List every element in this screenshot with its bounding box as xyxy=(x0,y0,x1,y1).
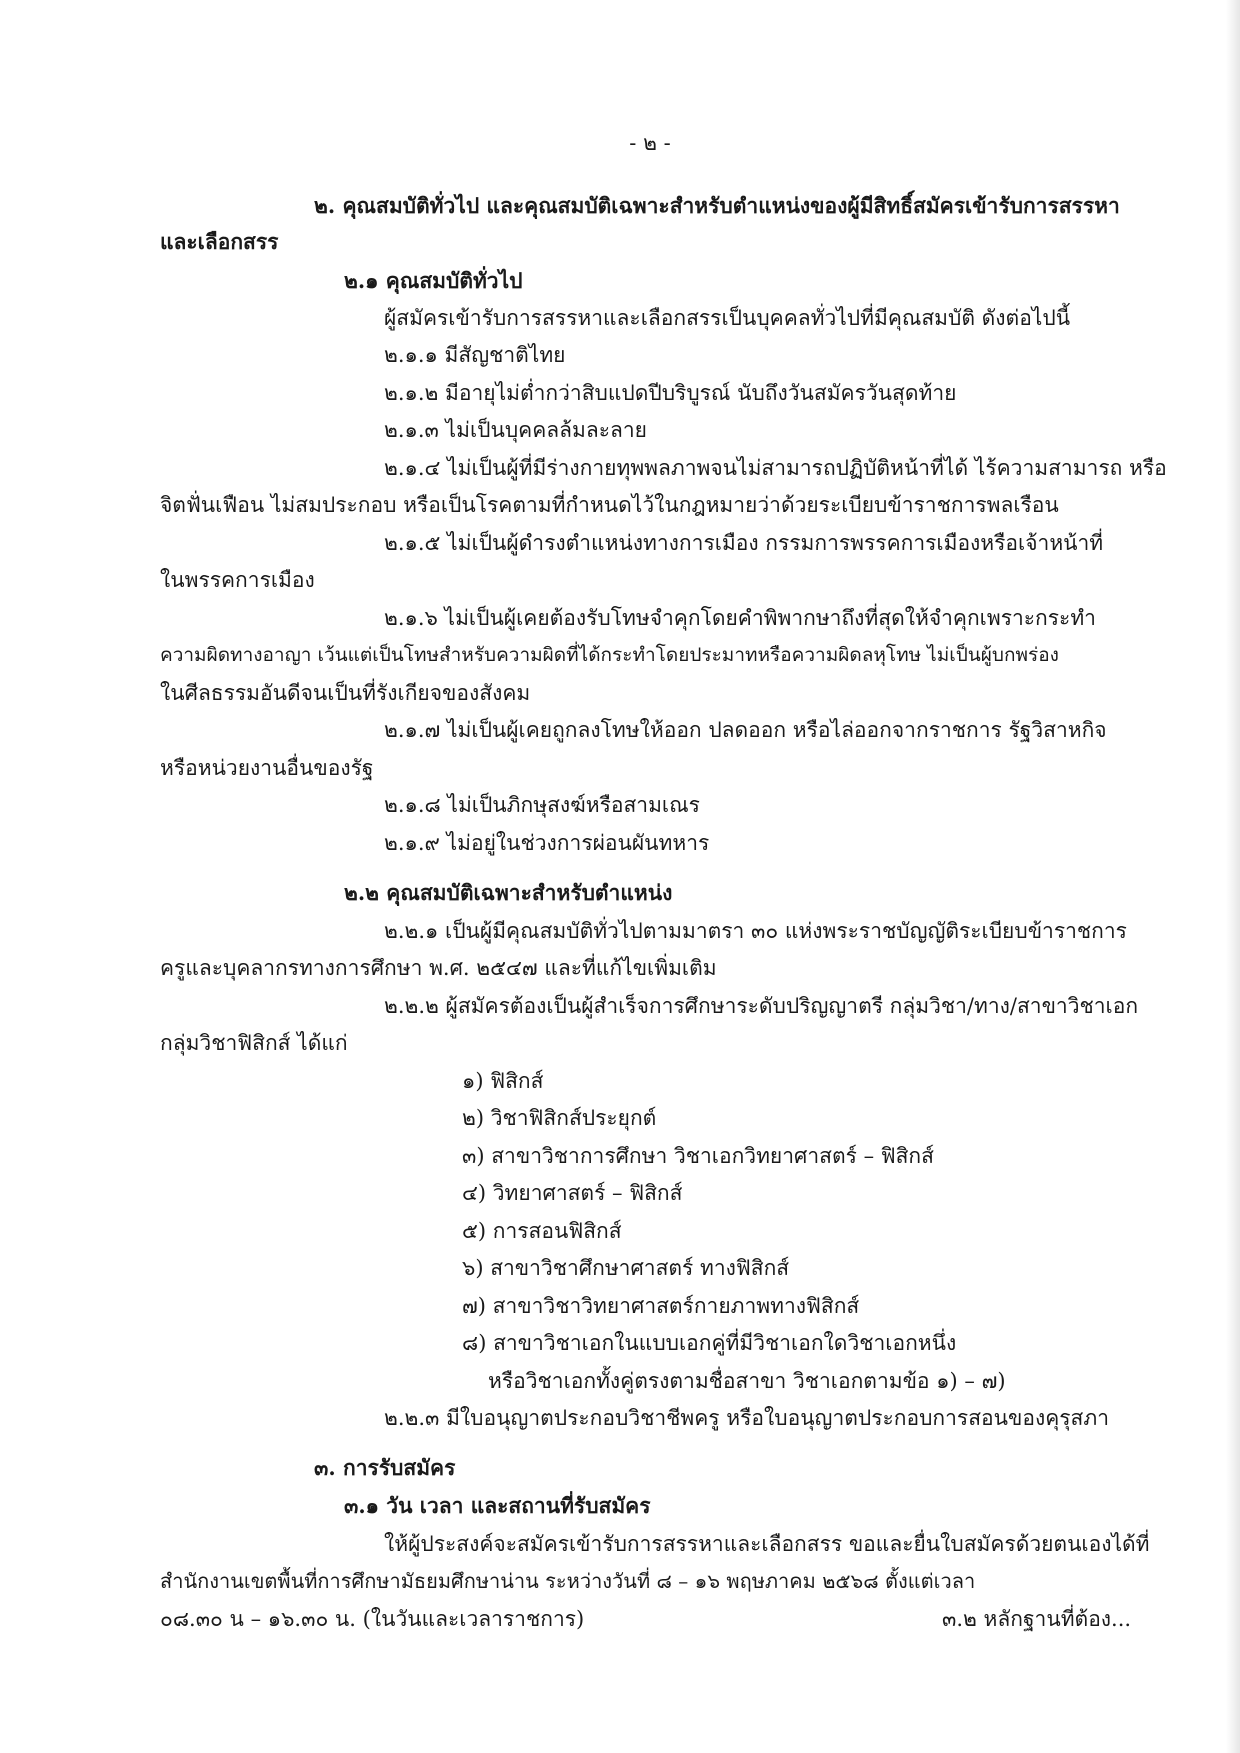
item-2-1-9: ๒.๑.๙ ไม่อยู่ในช่วงการผ่อนผันทหาร xyxy=(384,831,710,855)
continuation-note: ๓.๒ หลักฐานที่ต้อง... xyxy=(942,1607,1132,1631)
item-2-1-5-cont: ในพรรคการเมือง xyxy=(160,568,315,592)
major-item: ๕) การสอนฟิสิกส์ xyxy=(462,1219,622,1243)
item-2-1-8: ๒.๑.๘ ไม่เป็นภิกษุสงฆ์หรือสามเณร xyxy=(384,793,700,817)
item-2-1-2: ๒.๑.๒ มีอายุไม่ต่ำกว่าสิบแปดปีบริบูรณ์ นับถึงวันสมัครวันสุดท้าย xyxy=(384,381,957,405)
section-3-1-paragraph-cont: สำนักงานเขตพื้นที่การศึกษามัธยมศึกษาน่าน ระหว่างวันที่ ๘ – ๑๖ พฤษภาคม ๒๕๖๘ ตั้งแต่เวลา xyxy=(160,1569,976,1593)
section-2-2-heading: ๒.๒ คุณสมบัติเฉพาะสำหรับตำแหน่ง xyxy=(344,880,673,905)
item-2-1-6: ๒.๑.๖ ไม่เป็นผู้เคยต้องรับโทษจำคุกโดยคำพิพากษาถึงที่สุดให้จำคุกเพราะกระทำ xyxy=(384,606,1096,630)
section-3-1-paragraph-cont2: ๐๘.๓๐ น – ๑๖.๓๐ น. (ในวันและเวลาราชการ) xyxy=(160,1607,585,1631)
page-edge-shadow xyxy=(1226,0,1240,1753)
item-2-1-4-cont: จิตฟั่นเฟือน ไม่สมประกอบ หรือเป็นโรคตามที่กำหนดไว้ในกฎหมายว่าด้วยระเบียบข้าราชการพลเรือน xyxy=(160,493,1059,517)
section-2-1-heading: ๒.๑ คุณสมบัติทั่วไป xyxy=(344,268,523,293)
item-2-1-7: ๒.๑.๗ ไม่เป็นผู้เคยถูกลงโทษให้ออก ปลดออก หรือไล่ออกจากราชการ รัฐวิสาหกิจ xyxy=(384,718,1107,742)
section-2-heading: ๒. คุณสมบัติทั่วไป และคุณสมบัติเฉพาะสำหรับตำแหน่งของผู้มีสิทธิ์สมัครเข้ารับการสรรหา xyxy=(314,193,1120,218)
item-2-2-2-cont: กลุ่มวิชาฟิสิกส์ ได้แก่ xyxy=(160,1031,348,1055)
section-3-1-heading: ๓.๑ วัน เวลา และสถานที่รับสมัคร xyxy=(344,1493,651,1518)
section-3-heading: ๓. การรับสมัคร xyxy=(314,1455,456,1480)
page-number: - ๒ - xyxy=(629,131,671,155)
major-item: ๓) สาขาวิชาการศึกษา วิชาเอกวิทยาศาสตร์ – ฟิสิกส์ xyxy=(462,1144,934,1168)
major-item: ๔) วิทยาศาสตร์ – ฟิสิกส์ xyxy=(462,1181,683,1205)
item-2-1-3: ๒.๑.๓ ไม่เป็นบุคคลล้มละลาย xyxy=(384,418,647,442)
major-item: ๗) สาขาวิชาวิทยาศาสตร์กายภาพทางฟิสิกส์ xyxy=(462,1294,860,1318)
item-2-1-7-cont: หรือหน่วยงานอื่นของรัฐ xyxy=(160,756,374,780)
item-2-1-6-cont2: ในศีลธรรมอันดีจนเป็นที่รังเกียจของสังคม xyxy=(160,681,531,705)
item-2-2-1: ๒.๒.๑ เป็นผู้มีคุณสมบัติทั่วไปตามมาตรา ๓๐ แห่งพระราชบัญญัติระเบียบข้าราชการ xyxy=(384,919,1127,943)
major-item: ๑) ฟิสิกส์ xyxy=(462,1069,544,1093)
item-2-1-5: ๒.๑.๕ ไม่เป็นผู้ดำรงตำแหน่งทางการเมือง กรรมการพรรคการเมืองหรือเจ้าหน้าที่ xyxy=(384,531,1104,555)
major-item-8-cont: หรือวิชาเอกทั้งคู่ตรงตามชื่อสาขา วิชาเอกตามข้อ ๑) – ๗) xyxy=(488,1369,1006,1393)
major-item: ๘) สาขาวิชาเอกในแบบเอกคู่ที่มีวิชาเอกใดวิชาเอกหนึ่ง xyxy=(462,1331,957,1355)
major-item: ๖) สาขาวิชาศึกษาศาสตร์ ทางฟิสิกส์ xyxy=(462,1256,790,1280)
item-2-1-6-cont: ความผิดทางอาญา เว้นแต่เป็นโทษสำหรับความผิดที่ได้กระทำโดยประมาทหรือความผิดลหุโทษ ไม่เป็นผู้บกพร่อง xyxy=(160,644,1059,666)
item-2-1-1: ๒.๑.๑ มีสัญชาติไทย xyxy=(384,343,566,367)
section-2-1-intro: ผู้สมัครเข้ารับการสรรหาและเลือกสรรเป็นบุคคลทั่วไปที่มีคุณสมบัติ ดังต่อไปนี้ xyxy=(384,306,1071,330)
item-2-2-1-cont: ครูและบุคลากรทางการศึกษา พ.ศ. ๒๕๔๗ และที่แก้ไขเพิ่มเติม xyxy=(160,956,717,980)
item-2-2-3: ๒.๒.๓ มีใบอนุญาตประกอบวิชาชีพครู หรือใบอนุญาตประกอบการสอนของคุรุสภา xyxy=(384,1406,1109,1430)
item-2-1-4: ๒.๑.๔ ไม่เป็นผู้ที่มีร่างกายทุพพลภาพจนไม่สามารถปฏิบัติหน้าที่ได้ ไร้ความสามารถ หรือ xyxy=(384,456,1167,480)
section-3-1-paragraph: ให้ผู้ประสงค์จะสมัครเข้ารับการสรรหาและเลือกสรร ขอและยื่นใบสมัครด้วยตนเองได้ที่ xyxy=(384,1532,1150,1556)
major-item: ๒) วิชาฟิสิกส์ประยุกต์ xyxy=(462,1106,657,1130)
section-2-heading-cont: และเลือกสรร xyxy=(160,229,279,254)
item-2-2-2: ๒.๒.๒ ผู้สมัครต้องเป็นผู้สำเร็จการศึกษาระดับปริญญาตรี กลุ่มวิชา/ทาง/สาขาวิชาเอก xyxy=(384,994,1139,1018)
